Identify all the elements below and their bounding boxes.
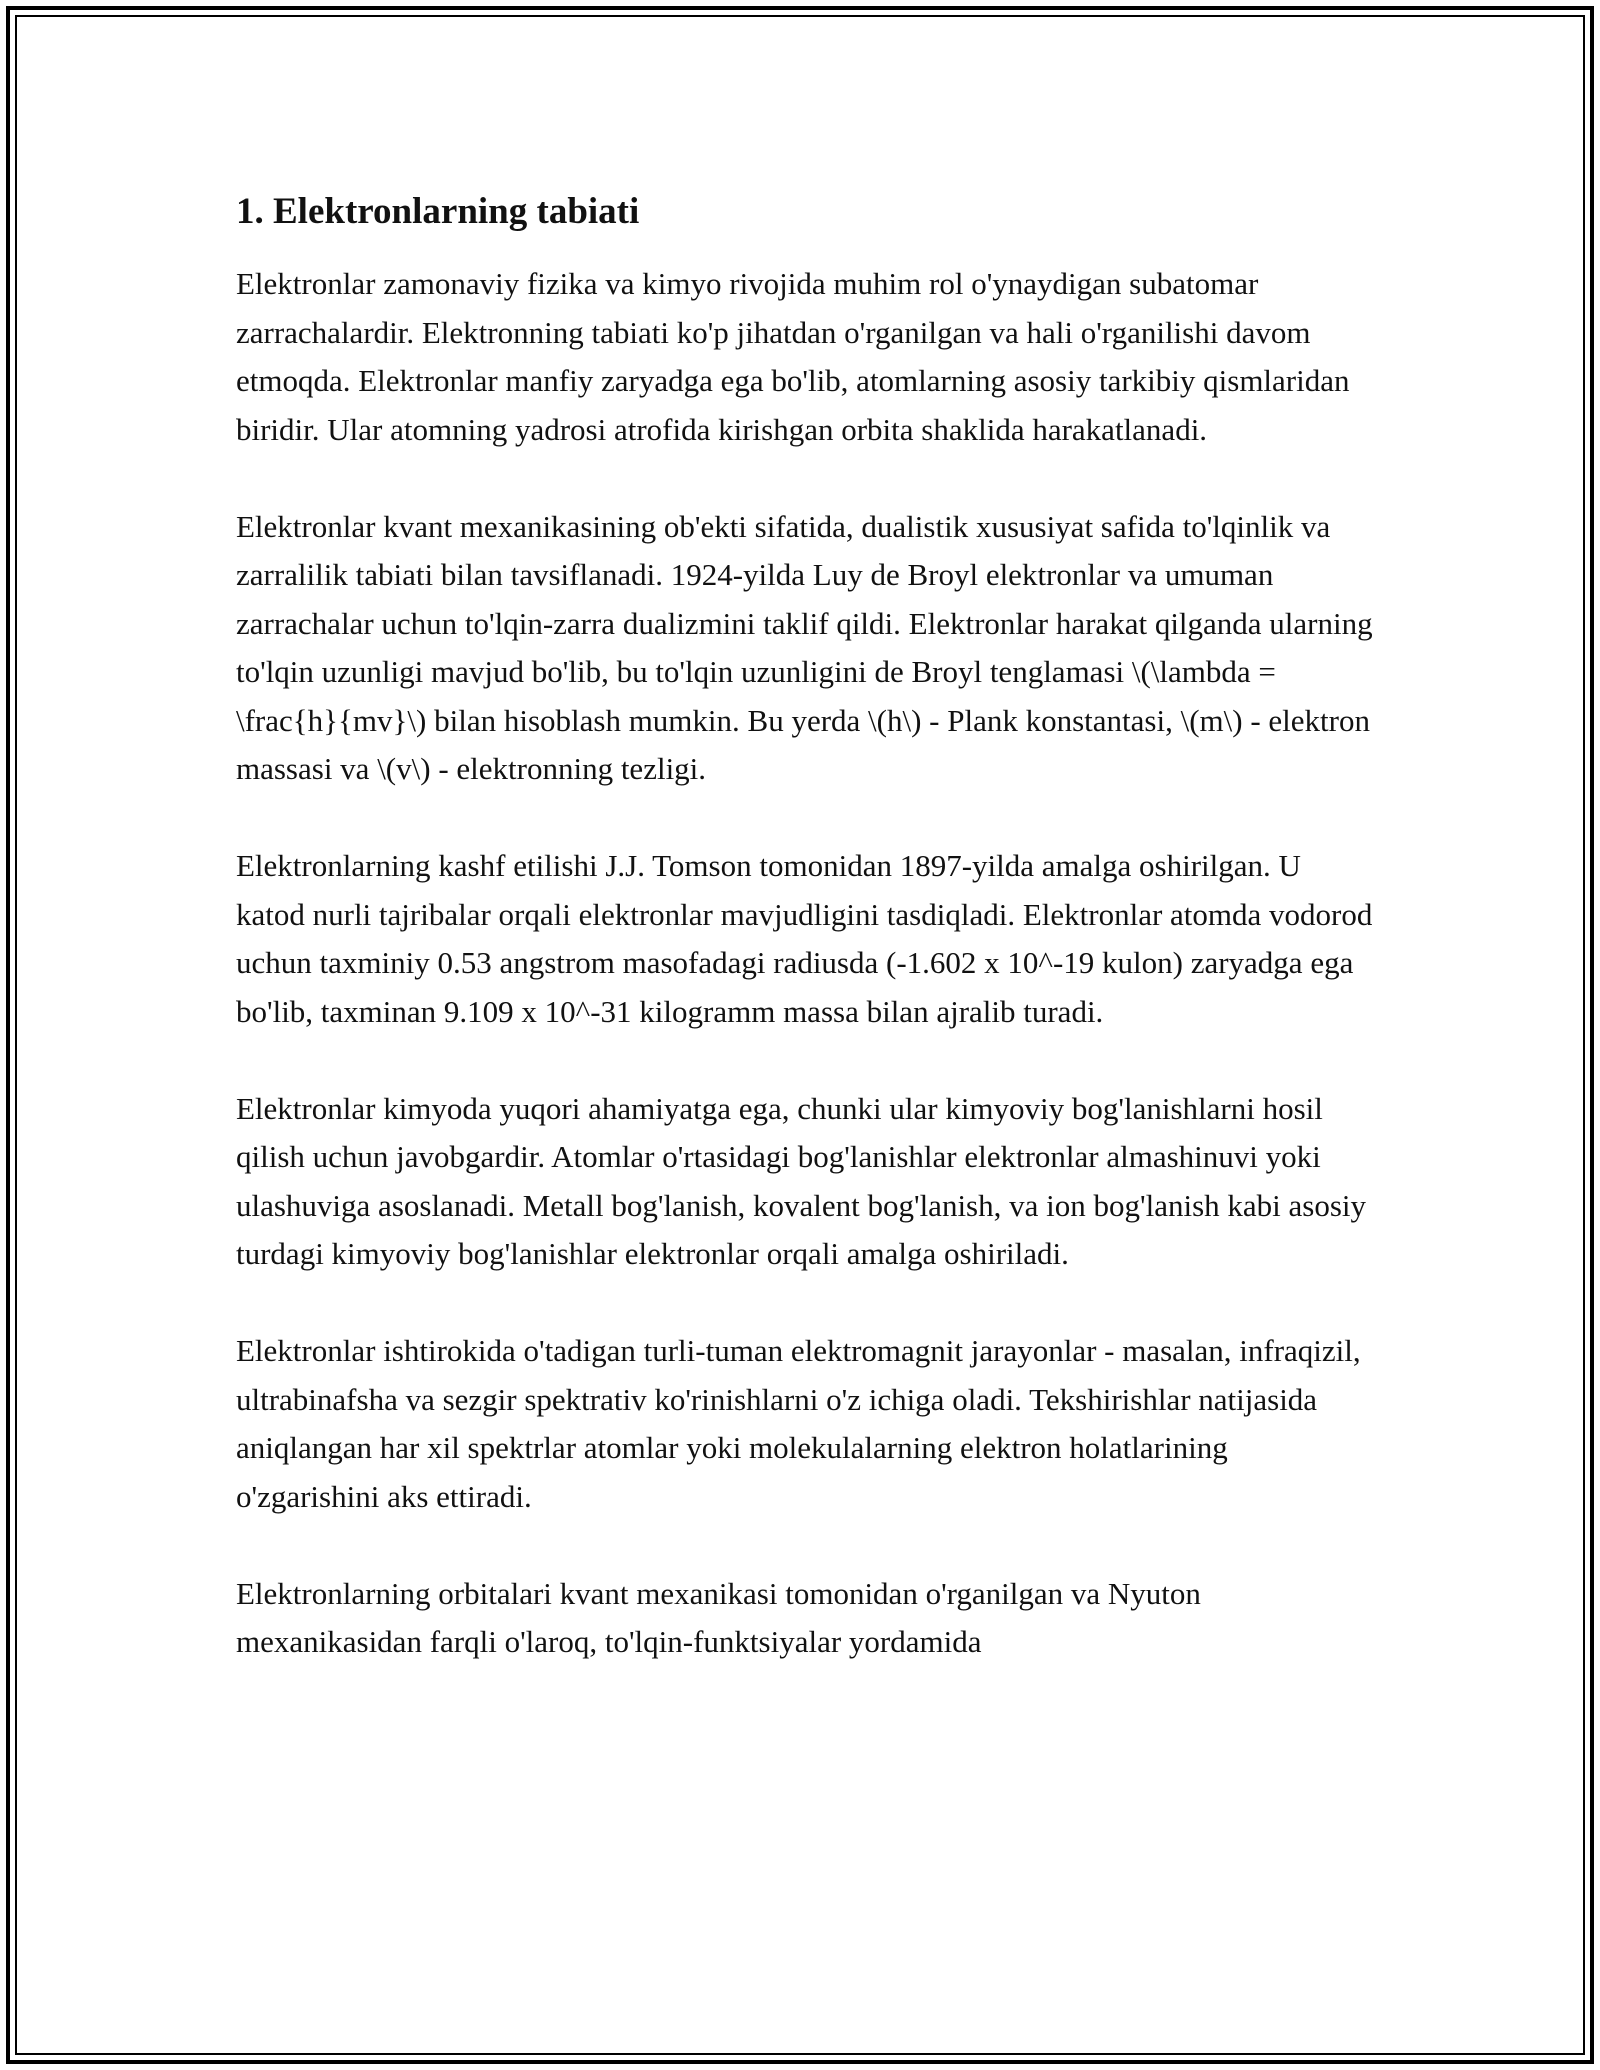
paragraph-discovery: Elektronlarning kashf etilishi J.J. Tomson tomonidan 1897-yilda amalga oshirilgan. U katod nurli tajribalar orqali elektronlar mavjudligini tasdiqladi. Elektronlar atomda vodorod uchun taxminiy 0.53 angstrom masofadagi radiusda (-1.602 x 10^-19 kulon) zaryadga ega bo'lib, taxminan 9.109 x 10^-31 kilogramm massa bilan ajralib turadi.	[236, 848, 1373, 1029]
section-heading: 1. Elektronlarning tabiati	[236, 191, 640, 232]
paragraph-electromagnetic: Elektronlar ishtirokida o'tadigan turli-tuman elektromagnit jarayonlar - masalan, infraqizil, ultrabinafsha va sezgir spektrativ ko'rinishlarni o'z ichiga oladi. Tekshirishlar natijasida aniqlangan har xil spektrlar atomlar yoki molekulalarning elektron holatlarining o'zgarishini aks ettiradi.	[236, 1333, 1361, 1514]
paragraph-wave-particle: Elektronlar kvant mexanikasining ob'ekti sifatida, dualistik xususiyat safida to'lqinlik va zarralilik tabiati bilan tavsiflanadi. 1924-yilda Luy de Broyl elektronlar va umuman zarrachalar uchun to'lqin-zarra dualizmini taklif qildi. Elektronlar harakat qilganda ularning to'lqin uzunligi mavjud bo'lib, bu to'lqin uzunligini de Broyl tenglamasi \(\lambda = \frac{h}{mv}\) bilan hisoblash mumkin. Bu yerda \(h\) - Plank konstantasi, \(m\) - elektron massasi va \(v\) - elektronning tezligi.	[236, 508, 1373, 787]
paragraph-chemistry: Elektronlar kimyoda yuqori ahamiyatga ega, chunki ular kimyoviy bog'lanishlarni hosil qilish uchun javobgardir. Atomlar o'rtasidagi bog'lanishlar elektronlar almashinuvi yoki ulashuviga asoslanadi. Metall bog'lanish, kovalent bog'lanish, va ion bog'lanish kabi asosiy turdagi kimyoviy bog'lanishlar elektronlar orqali amalga oshiriladi.	[236, 1090, 1367, 1272]
paragraph-orbitals: Elektronlarning orbitalari kvant mexanikasi tomonidan o'rganilgan va Nyuton mexanikasidan farqli o'laroq, to'lqin-funktsiyalar yordamida	[236, 1575, 1201, 1660]
document-body	[236, 180, 1376, 1715]
paragraph-intro: Elektronlar zamonaviy fizika va kimyo rivojida muhim rol o'ynaydigan subatomar zarrachalardir. Elektronning tabiati ko'p jihatdan o'rganilgan va hali o'rganilishi davom etmoqda. Elektronlar manfiy zaryadga ega bo'lib, atomlarning asosiy tarkibiy qismlaridan biridir. Ular atomning yadrosi atrofida kirishgan orbita shaklida harakatlanadi.	[236, 266, 1350, 447]
